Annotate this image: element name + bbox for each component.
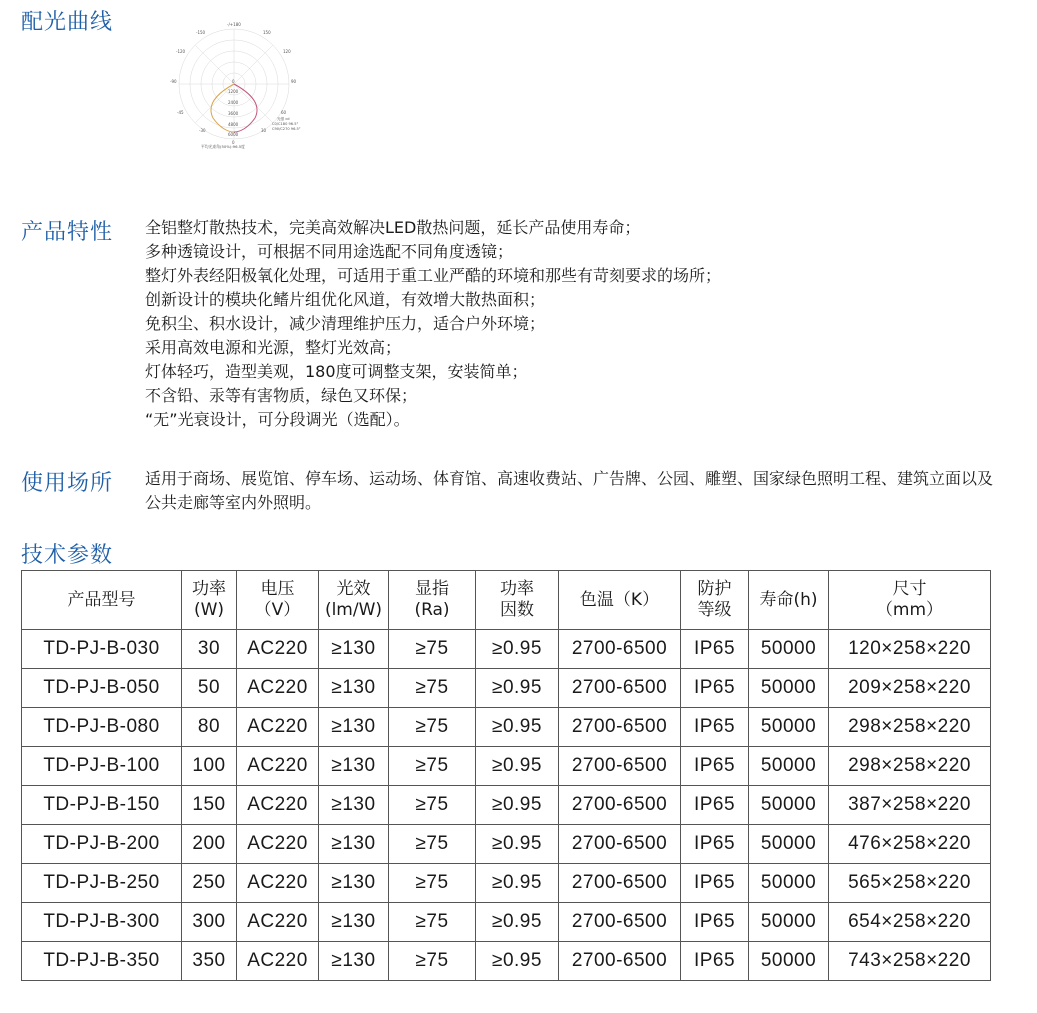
column-header-line: 色温（K） bbox=[579, 589, 660, 610]
table-cell: IP65 bbox=[681, 942, 749, 981]
table-cell: 250 bbox=[182, 864, 237, 903]
spec-table bbox=[21, 570, 991, 981]
table-cell: IP65 bbox=[681, 864, 749, 903]
table-cell: 300 bbox=[182, 903, 237, 942]
column-header bbox=[829, 571, 991, 630]
column-header-line: 产品型号 bbox=[67, 589, 136, 610]
list-item: 免积尘、积水设计，减少清理维护压力，适合户外环境； bbox=[145, 314, 546, 333]
table-cell: 2700-6500 bbox=[559, 786, 681, 825]
column-header-line: 光效 bbox=[336, 579, 371, 599]
table-cell: 2700-6500 bbox=[559, 708, 681, 747]
table-cell: IP65 bbox=[681, 903, 749, 942]
table-cell: IP65 bbox=[681, 669, 749, 708]
table-cell: AC220 bbox=[237, 630, 319, 669]
column-header-line: (W) bbox=[193, 600, 225, 620]
angle-label: -45 bbox=[177, 110, 184, 115]
column-header-line: 等级 bbox=[697, 600, 732, 620]
table-row bbox=[22, 903, 991, 942]
table-cell: AC220 bbox=[237, 708, 319, 747]
angle-label: -120 bbox=[176, 49, 186, 54]
table-row bbox=[22, 864, 991, 903]
ring-label: 3600 bbox=[228, 111, 239, 116]
table-cell: AC220 bbox=[237, 669, 319, 708]
table-cell: 298×258×220 bbox=[829, 747, 991, 786]
ring-label: 1200 bbox=[228, 89, 239, 94]
table-cell: 2700-6500 bbox=[559, 825, 681, 864]
list-item: 创新设计的模块化鳍片组优化风道，有效增大散热面积； bbox=[145, 290, 546, 309]
column-header bbox=[749, 571, 829, 630]
table-cell: ≥75 bbox=[389, 708, 476, 747]
table-cell: AC220 bbox=[237, 942, 319, 981]
table-cell: ≥75 bbox=[389, 747, 476, 786]
table-cell: 476×258×220 bbox=[829, 825, 991, 864]
column-header-line: （V） bbox=[254, 600, 301, 620]
table-cell: TD-PJ-B-250 bbox=[22, 864, 182, 903]
ring-label: 0 bbox=[232, 79, 235, 84]
table-cell: ≥0.95 bbox=[476, 942, 559, 981]
table-cell: TD-PJ-B-350 bbox=[22, 942, 182, 981]
column-header bbox=[389, 571, 476, 630]
table-cell: 50000 bbox=[749, 864, 829, 903]
table-cell: 565×258×220 bbox=[829, 864, 991, 903]
table-cell: 387×258×220 bbox=[829, 786, 991, 825]
table-header-row bbox=[22, 571, 991, 630]
column-header bbox=[319, 571, 389, 630]
polar-light-distribution-chart bbox=[165, 20, 315, 152]
usage-text: 适用于商场、展览馆、停车场、运动场、体育馆、高速收费站、广告牌、公园、雕塑、国家绿色照明工程、建筑立面以及公共走廊等室内外照明。 bbox=[145, 469, 994, 512]
column-header-line: 寿命(h) bbox=[759, 589, 818, 610]
table-row bbox=[22, 786, 991, 825]
table-cell: IP65 bbox=[681, 825, 749, 864]
features-list bbox=[145, 216, 721, 432]
table-cell: AC220 bbox=[237, 864, 319, 903]
table-cell: 120×258×220 bbox=[829, 630, 991, 669]
column-header-line: 电压 bbox=[260, 579, 295, 599]
table-cell: 209×258×220 bbox=[829, 669, 991, 708]
table-cell: 2700-6500 bbox=[559, 669, 681, 708]
table-cell: ≥0.95 bbox=[476, 825, 559, 864]
column-header bbox=[237, 571, 319, 630]
column-header bbox=[559, 571, 681, 630]
legend-line: C0/C180 96.5° bbox=[272, 122, 299, 126]
table-cell: ≥75 bbox=[389, 669, 476, 708]
table-cell: ≥0.95 bbox=[476, 903, 559, 942]
column-header bbox=[476, 571, 559, 630]
column-header-line: 功率 bbox=[500, 579, 534, 599]
table-cell: 2700-6500 bbox=[559, 630, 681, 669]
table-cell: ≥0.95 bbox=[476, 786, 559, 825]
angle-label: -150 bbox=[196, 30, 206, 35]
list-item: 多种透镜设计，可根据不同用途选配不同角度透镜； bbox=[145, 242, 514, 261]
table-cell: 2700-6500 bbox=[559, 942, 681, 981]
table-cell: ≥130 bbox=[319, 630, 389, 669]
table-cell: 50000 bbox=[749, 708, 829, 747]
table-cell: 80 bbox=[182, 708, 237, 747]
table-cell: AC220 bbox=[237, 825, 319, 864]
table-cell: ≥0.95 bbox=[476, 669, 559, 708]
table-cell: ≥75 bbox=[389, 942, 476, 981]
table-cell: AC220 bbox=[237, 747, 319, 786]
table-row bbox=[22, 630, 991, 669]
table-cell: TD-PJ-B-030 bbox=[22, 630, 182, 669]
table-cell: ≥130 bbox=[319, 825, 389, 864]
table-cell: IP65 bbox=[681, 747, 749, 786]
table-cell: ≥0.95 bbox=[476, 708, 559, 747]
table-cell: 50000 bbox=[749, 825, 829, 864]
list-item: 灯体轻巧，造型美观，180度可调整支架，安装简单； bbox=[145, 362, 528, 381]
legend-line: 光强 cd bbox=[277, 117, 290, 121]
column-header-line: 因数 bbox=[500, 600, 534, 620]
table-row bbox=[22, 708, 991, 747]
table-cell: 654×258×220 bbox=[829, 903, 991, 942]
table-cell: 50000 bbox=[749, 630, 829, 669]
table-cell: TD-PJ-B-200 bbox=[22, 825, 182, 864]
table-cell: 50000 bbox=[749, 669, 829, 708]
column-header bbox=[182, 571, 237, 630]
angle-label: 90 bbox=[291, 79, 297, 84]
table-cell: AC220 bbox=[237, 786, 319, 825]
ring-label: 2400 bbox=[228, 100, 239, 105]
table-cell: ≥75 bbox=[389, 825, 476, 864]
polar-caption: 平均光束角(50%):96.5度 bbox=[201, 144, 245, 149]
table-cell: 50000 bbox=[749, 786, 829, 825]
list-item: 不含铅、汞等有害物质，绿色又环保； bbox=[145, 386, 418, 405]
table-cell: IP65 bbox=[681, 630, 749, 669]
angle-label: -30 bbox=[199, 128, 206, 133]
ring-label: 6000 bbox=[228, 132, 239, 137]
angle-label: -/+180 bbox=[227, 22, 241, 27]
table-cell: ≥130 bbox=[319, 942, 389, 981]
angle-label: -90 bbox=[170, 79, 177, 84]
table-row bbox=[22, 747, 991, 786]
angle-label: 60 bbox=[281, 110, 287, 115]
table-cell: 2700-6500 bbox=[559, 747, 681, 786]
column-header-line: (Ra) bbox=[414, 600, 450, 620]
table-cell: 30 bbox=[182, 630, 237, 669]
table-row bbox=[22, 942, 991, 981]
column-header-line: （mm） bbox=[875, 600, 944, 620]
table-cell: 350 bbox=[182, 942, 237, 981]
table-cell: 743×258×220 bbox=[829, 942, 991, 981]
table-row bbox=[22, 825, 991, 864]
table-cell: ≥130 bbox=[319, 903, 389, 942]
table-cell: ≥0.95 bbox=[476, 864, 559, 903]
angle-label: 0 bbox=[232, 140, 235, 145]
table-cell: 298×258×220 bbox=[829, 708, 991, 747]
table-cell: TD-PJ-B-050 bbox=[22, 669, 182, 708]
table-cell: ≥0.95 bbox=[476, 747, 559, 786]
table-cell: ≥0.95 bbox=[476, 630, 559, 669]
table-cell: AC220 bbox=[237, 903, 319, 942]
column-header-line: 防护 bbox=[697, 579, 732, 599]
table-cell: 200 bbox=[182, 825, 237, 864]
column-header-line: 功率 bbox=[192, 579, 226, 599]
list-item: “无”光衰设计，可分段调光（选配）。 bbox=[145, 410, 410, 429]
table-cell: TD-PJ-B-150 bbox=[22, 786, 182, 825]
table-cell: ≥130 bbox=[319, 786, 389, 825]
table-cell: IP65 bbox=[681, 708, 749, 747]
table-row bbox=[22, 669, 991, 708]
table-cell: ≥130 bbox=[319, 708, 389, 747]
table-cell: TD-PJ-B-080 bbox=[22, 708, 182, 747]
table-cell: 50000 bbox=[749, 903, 829, 942]
angle-label: 120 bbox=[283, 49, 291, 54]
ring-label: 4800 bbox=[228, 122, 239, 127]
table-cell: IP65 bbox=[681, 786, 749, 825]
table-cell: 50 bbox=[182, 669, 237, 708]
table-cell: 100 bbox=[182, 747, 237, 786]
table-cell: ≥75 bbox=[389, 864, 476, 903]
table-cell: TD-PJ-B-100 bbox=[22, 747, 182, 786]
column-header bbox=[22, 571, 182, 630]
table-cell: 2700-6500 bbox=[559, 864, 681, 903]
table-cell: ≥130 bbox=[319, 747, 389, 786]
legend-line: C90/C270 96.5° bbox=[272, 127, 301, 131]
table-cell: 2700-6500 bbox=[559, 903, 681, 942]
list-item: 采用高效电源和光源，整灯光效高； bbox=[145, 338, 402, 357]
features-title: 产品特性 bbox=[21, 220, 114, 245]
column-header bbox=[681, 571, 749, 630]
column-header-line: (lm/W) bbox=[324, 600, 383, 620]
table-cell: ≥75 bbox=[389, 903, 476, 942]
list-item: 整灯外表经阳极氧化处理，可适用于重工业严酷的环境和那些有苛刻要求的场所； bbox=[145, 266, 722, 285]
angle-label: 150 bbox=[263, 30, 271, 35]
usage-title: 使用场所 bbox=[21, 471, 114, 496]
column-header-line: 显指 bbox=[415, 579, 449, 599]
table-cell: ≥130 bbox=[319, 864, 389, 903]
table-cell: 150 bbox=[182, 786, 237, 825]
table-body bbox=[22, 630, 991, 981]
table-cell: 50000 bbox=[749, 942, 829, 981]
table-cell: ≥75 bbox=[389, 786, 476, 825]
list-item: 全铝整灯散热技术，完美高效解决LED散热问题，延长产品使用寿命； bbox=[145, 218, 641, 237]
angle-label: 30 bbox=[261, 128, 267, 133]
tech-title: 技术参数 bbox=[21, 543, 114, 568]
table-cell: ≥130 bbox=[319, 669, 389, 708]
photometric-title: 配光曲线 bbox=[21, 10, 114, 35]
table-cell: 50000 bbox=[749, 747, 829, 786]
column-header-line: 尺寸 bbox=[892, 579, 927, 599]
table-cell: ≥75 bbox=[389, 630, 476, 669]
table-cell: TD-PJ-B-300 bbox=[22, 903, 182, 942]
